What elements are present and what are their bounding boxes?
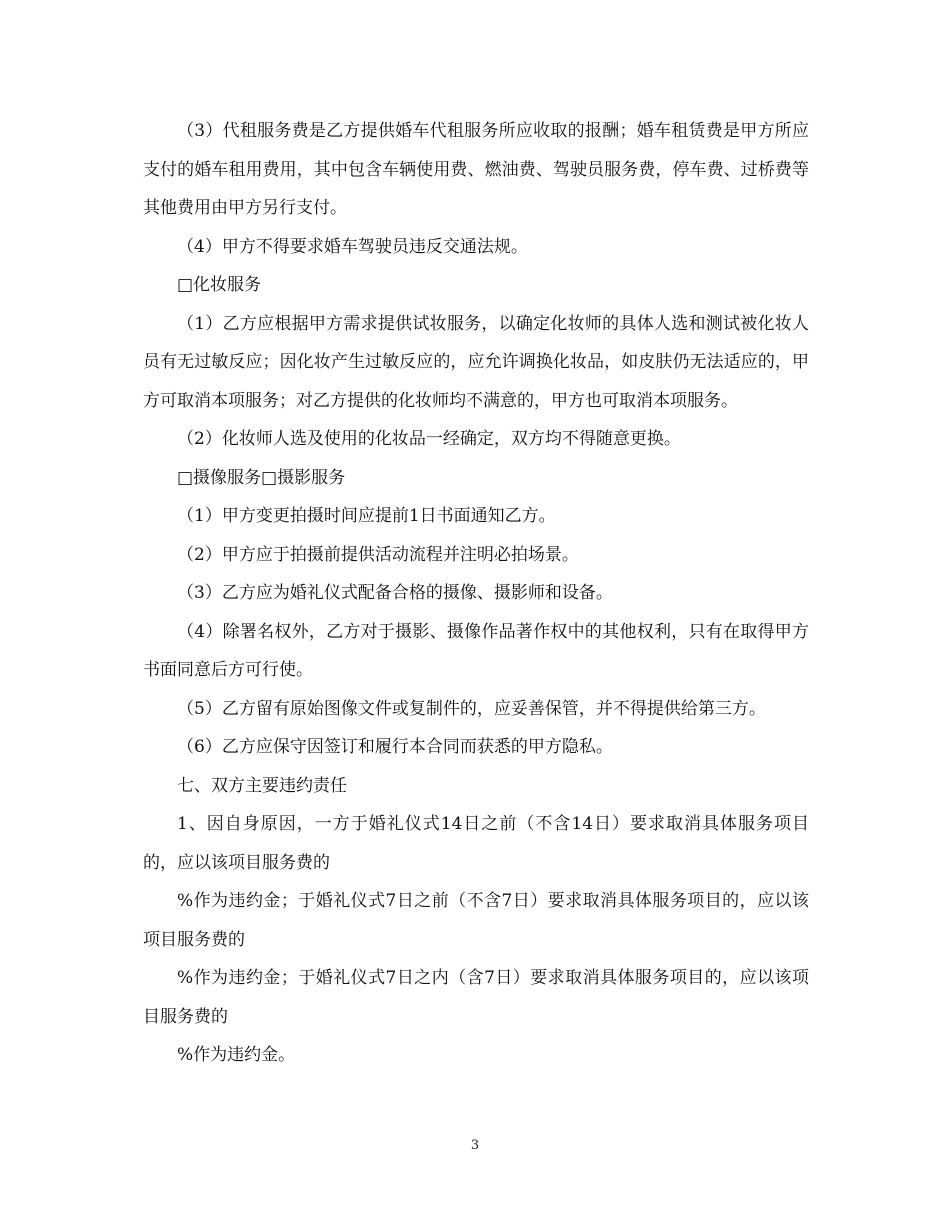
paragraph-penalty-end: %作为违约金。 [177, 1045, 296, 1065]
paragraph-equipment: （3）乙方应为婚礼仪式配备合格的摄像、摄影师和设备。 [177, 583, 613, 603]
paragraph-original-files: （5）乙方留有原始图像文件或复制件的，应妥善保管，并不得提供给第三方。 [177, 698, 766, 719]
paragraph-cancel-14-days: 1、因自身原因，一方于婚礼仪式14日之前（不含14日）要求取消具体服务项目的，应以该项目服务费的 [143, 814, 809, 873]
paragraph-makeup-fixed: （2）化妆师人选及使用的化妆品一经确定，双方均不得随意更换。 [177, 429, 681, 449]
section-breach-liability: 七、双方主要违约责任 [177, 775, 347, 796]
paragraph-traffic-rules: （4）甲方不得要求婚车驾驶员违反交通法规。 [177, 236, 528, 257]
paragraph-privacy: （6）乙方应保守因签订和履行本合同而获悉的甲方隐私。 [177, 737, 613, 757]
paragraph-trial-makeup: （1）乙方应根据甲方需求提供试妆服务，以确定化妆师的具体人选和测试被化妆人员有无过敏反应；因化妆产生过敏反应的，应允许调换化妆品，如皮肤仍无法适应的，甲方可取消本项服务；对乙方提供的化妆师均不满意的，甲方也可取消本项服务。 [143, 313, 809, 411]
paragraph-cancel-within-7-days: %作为违约金；于婚礼仪式7日之内（含7日）要求取消具体服务项目的，应以该项目服务费的 [143, 968, 809, 1027]
paragraph-shoot-process: （2）甲方应于拍摄前提供活动流程并注明必拍场景。 [177, 544, 579, 565]
section-video-photo-service: □摄像服务□摄影服务 [177, 467, 346, 488]
section-makeup-service: □化妆服务 [177, 275, 262, 295]
paragraph-change-shoot-time: （1）甲方变更拍摄时间应提前1日书面通知乙方。 [177, 506, 556, 526]
paragraph-copyright: （4）除署名权外，乙方对于摄影、摄像作品著作权中的其他权利，只有在取得甲方书面同意后方可行使。 [143, 621, 809, 680]
document-body [143, 112, 809, 1075]
page-number: 3 [470, 1138, 480, 1153]
paragraph-cancel-before-7-days: %作为违约金；于婚礼仪式7日之前（不含7日）要求取消具体服务项目的，应以该项目服务费的 [143, 891, 809, 950]
paragraph-rental-fee: （3）代租服务费是乙方提供婚车代租服务所应收取的报酬；婚车租赁费是甲方所应支付的婚车租用费用，其中包含车辆使用费、燃油费、驾驶员服务费，停车费、过桥费等其他费用由甲方另行支付。 [143, 121, 809, 218]
